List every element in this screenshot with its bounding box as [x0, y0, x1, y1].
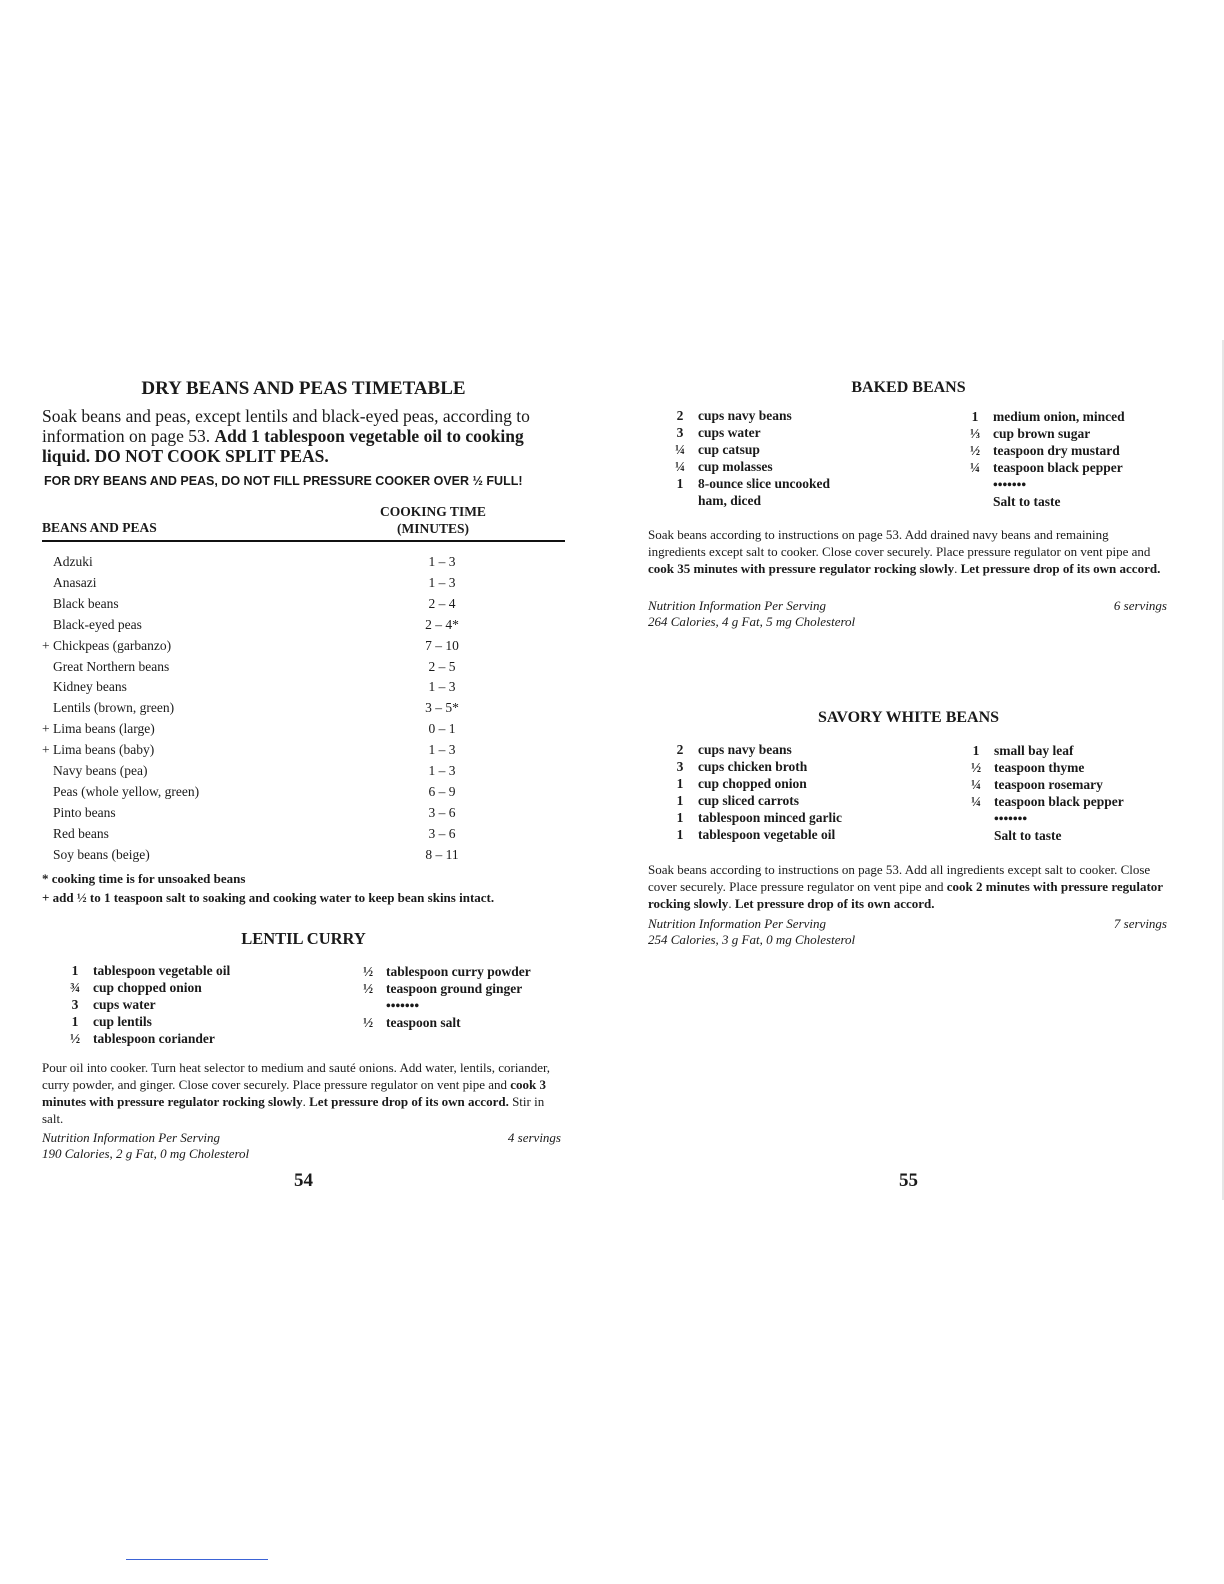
ingredient-quantity: ½: [970, 760, 982, 775]
table-row-name: Anasazi: [53, 574, 97, 590]
ingredient-text: 8-ounce slice uncooked: [698, 476, 831, 491]
ingredient-line: [965, 408, 1125, 425]
lentil-nutrition: 190 Calories, 2 g Fat, 0 mg Cholesterol: [42, 1146, 250, 1161]
ingredient-line: [358, 980, 522, 997]
ingredient-line: [965, 425, 1090, 442]
ingredient-text: cups water: [698, 425, 761, 440]
table-row-time: 3 – 5*: [425, 700, 459, 716]
baked-beans-title: BAKED BEANS: [851, 379, 966, 396]
lentil-servings: 4 servings: [507, 1130, 561, 1145]
ingredient-quantity: ¼: [969, 460, 981, 475]
table-row-time: 1 – 3: [428, 763, 456, 778]
ingredient-text: Salt to taste: [993, 494, 1061, 509]
savory-white-beans-title: SAVORY WHITE BEANS: [817, 709, 1000, 726]
table-row-time: 7 – 10: [425, 637, 459, 653]
table-row-time: 1 – 3: [428, 679, 456, 695]
ingredient-line: [966, 776, 1103, 793]
ingredient-quantity: 1: [676, 793, 684, 808]
table-row-name: Lima beans (large): [53, 721, 155, 737]
page-number-left: 54: [294, 1170, 313, 1191]
ingredient-line: [670, 475, 830, 492]
ingredient-quantity: 1: [971, 409, 979, 424]
ingredient-text: teaspoon salt: [386, 1015, 461, 1030]
ingredient-line: [670, 792, 799, 809]
table-row-name: Lima beans (baby): [53, 742, 155, 758]
ingredient-line: [670, 826, 835, 843]
column-header-beans: BEANS AND PEAS: [42, 520, 157, 535]
ingredient-text: tablespoon vegetable oil: [93, 963, 231, 978]
ingredient-line: [65, 979, 202, 996]
footnote-star: * cooking time is for unsoaked beans: [42, 871, 246, 886]
table-row-name: Adzuki: [53, 554, 93, 569]
ingredient-line: [65, 1013, 152, 1030]
ingredient-line: [670, 441, 760, 458]
savory-method: [648, 861, 1169, 912]
ingredient-text: small bay leaf: [994, 743, 1074, 758]
lentil-method-text-2: .: [302, 1094, 310, 1109]
ingredient-quantity: 1: [71, 1014, 79, 1029]
lentil-method-text-1: Pour oil into cooker. Turn heat selector to medium and sauté onions. Add water, lentils, coriander, curry powder, and ginger. Close cover securely. Place pressure regulator on vent pipe and: [42, 1060, 551, 1092]
ingredient-quantity: ⅓: [969, 426, 981, 441]
ingredient-quantity: 1: [972, 743, 980, 758]
ingredient-quantity: ½: [362, 981, 374, 996]
ingredient-text: cup molasses: [698, 459, 773, 474]
ingredient-quantity: 3: [676, 425, 684, 440]
baked-method-text-1: Soak beans according to instructions on page 53. Add drained navy beans and remaining ingredients except salt to cooker. Close cover securely. Place pressure regulator on vent pipe and: [648, 527, 1151, 559]
ingredient-quantity: 2: [676, 742, 684, 757]
ingredient-line: [670, 809, 842, 826]
ingredient-line: [965, 442, 1120, 459]
ingredient-line: [670, 492, 761, 509]
ingredient-line: [670, 775, 807, 792]
ingredient-line: [965, 493, 1061, 510]
ingredient-text: teaspoon black pepper: [993, 460, 1123, 475]
lentil-method-bold-1: cook 3 minutes with pressure regulator rocking slowly: [42, 1077, 547, 1109]
intro-plain: Soak beans and peas, except lentils and black-eyed peas, according to information on page 53.: [42, 406, 530, 446]
ingredient-line: [966, 827, 1062, 844]
ingredient-text: teaspoon thyme: [994, 760, 1085, 775]
ingredient-line: [65, 996, 156, 1013]
ingredient-text: tablespoon vegetable oil: [698, 827, 836, 842]
ingredient-quantity: ½: [69, 1031, 81, 1046]
ingredient-quantity: 1: [676, 776, 684, 791]
table-row-name: Black beans: [53, 595, 119, 611]
ingredient-text: •••••••: [386, 998, 420, 1013]
ingredient-quantity: ½: [362, 1015, 374, 1030]
lentil-curry-title: LENTIL CURRY: [241, 929, 366, 948]
table-row-time: 3 – 6: [428, 825, 456, 841]
ingredient-text: cups navy beans: [698, 408, 792, 423]
ingredient-text: cups navy beans: [698, 742, 792, 757]
ingredient-quantity: 1: [71, 963, 79, 978]
ingredient-text: •••••••: [993, 477, 1027, 492]
ingredient-text: cups water: [93, 997, 156, 1012]
page-number-right: 55: [899, 1170, 918, 1191]
ingredient-text: teaspoon dry mustard: [993, 443, 1120, 458]
ingredient-line: [358, 1014, 461, 1031]
table-row-name: Lentils (brown, green): [53, 700, 175, 716]
ingredient-quantity: 1: [676, 827, 684, 842]
table-row-time: 1 – 3: [428, 574, 456, 590]
baked-servings: 6 servings: [1113, 598, 1167, 613]
table-row-mark: +: [42, 637, 50, 653]
ingredient-line: [966, 759, 1084, 776]
ingredient-line: [965, 459, 1123, 476]
ingredient-line: [358, 963, 531, 980]
ingredient-quantity: ¼: [970, 794, 982, 809]
ingredient-text: ham, diced: [698, 493, 762, 508]
ingredient-quantity: 3: [71, 997, 79, 1012]
table-row-name: Great Northern beans: [53, 658, 170, 674]
table-row-name: Black-eyed peas: [53, 616, 142, 632]
table-row-time: 2 – 5: [428, 658, 456, 674]
fill-warning: FOR DRY BEANS AND PEAS, DO NOT FILL PRESSURE COOKER OVER ½ FULL!: [44, 474, 523, 488]
ingredient-line: [966, 810, 1027, 827]
table-row-name: Red beans: [53, 825, 109, 841]
savory-method-text-2: .: [728, 896, 735, 911]
ingredient-text: •••••••: [994, 811, 1028, 826]
baked-method-bold-2: Let pressure drop of its own accord.: [960, 561, 1161, 576]
ingredient-quantity: 1: [676, 810, 684, 825]
ingredient-quantity: 2: [676, 408, 684, 423]
column-header-time-line1: COOKING TIME: [380, 504, 486, 519]
ingredient-quantity: ¾: [69, 980, 81, 995]
baked-method-text-2: .: [954, 561, 961, 576]
savory-method-bold-2: Let pressure drop of its own accord.: [734, 896, 935, 911]
savory-servings: 7 servings: [1113, 916, 1167, 931]
ingredient-text: cup lentils: [93, 1014, 152, 1029]
table-row-time: 6 – 9: [428, 783, 456, 799]
lentil-method-text-3: Stir in salt.: [42, 1094, 545, 1126]
table-row-mark: +: [42, 742, 50, 758]
lentil-method-bold-2: Let pressure drop of its own accord.: [309, 1094, 509, 1109]
bottom-link-line: [126, 1559, 268, 1560]
baked-nutrition-label: Nutrition Information Per Serving: [648, 598, 827, 613]
ingredient-line: [65, 1030, 215, 1047]
baked-method-bold-1: cook 35 minutes with pressure regulator rocking slowly: [648, 561, 955, 576]
ingredient-text: cup sliced carrots: [698, 793, 799, 808]
timetable-intro: [42, 406, 565, 466]
ingredient-text: tablespoon curry powder: [386, 964, 531, 979]
ingredient-line: [670, 458, 773, 475]
ingredient-quantity: 1: [676, 476, 684, 491]
footnote-plus: + add ½ to 1 teaspoon salt to soaking and cooking water to keep bean skins intact.: [42, 890, 495, 905]
ingredient-text: cups chicken broth: [698, 759, 808, 774]
table-row-time: 8 – 11: [425, 846, 459, 862]
timetable-title: DRY BEANS AND PEAS TIMETABLE: [141, 378, 466, 399]
ingredient-text: cup brown sugar: [993, 426, 1091, 441]
savory-method-text-1: Soak beans according to instructions on page 53. Add all ingredients except salt to cooker. Close cover securely. Place pressure regulator on vent pipe and: [648, 862, 1151, 894]
table-row-time: 2 – 4*: [425, 616, 459, 632]
savory-method-bold-1: cook 2 minutes with pressure regulator rocking slowly: [648, 879, 1163, 911]
ingredient-quantity: ½: [362, 964, 374, 979]
ingredient-text: cup catsup: [698, 442, 760, 457]
ingredient-text: Salt to taste: [994, 828, 1062, 843]
ingredient-quantity: 3: [676, 759, 684, 774]
ingredient-quantity: ¼: [674, 442, 686, 457]
header-rule: [42, 540, 565, 542]
ingredient-line: [670, 424, 761, 441]
ingredient-line: [965, 476, 1026, 493]
table-row-time: 1 – 3: [428, 554, 456, 569]
table-row-time: 3 – 6: [428, 804, 456, 820]
ingredient-line: [670, 407, 792, 424]
ingredient-line: [966, 793, 1124, 810]
ingredient-line: [358, 997, 419, 1014]
lentil-nutrition-label: Nutrition Information Per Serving: [42, 1130, 221, 1145]
column-header-time: [368, 503, 498, 537]
ingredient-quantity: ¼: [970, 777, 982, 792]
baked-nutrition: 264 Calories, 4 g Fat, 5 mg Cholesterol: [648, 614, 856, 629]
ingredient-text: teaspoon ground ginger: [386, 981, 523, 996]
ingredient-text: tablespoon minced garlic: [698, 810, 842, 825]
ingredient-text: cup chopped onion: [93, 980, 202, 995]
ingredient-line: [966, 742, 1074, 759]
savory-nutrition: 254 Calories, 3 g Fat, 0 mg Cholesterol: [648, 932, 856, 947]
ingredient-text: medium onion, minced: [993, 409, 1125, 424]
ingredient-line: [65, 962, 230, 979]
baked-method: [648, 526, 1169, 577]
table-row-name: Chickpeas (garbanzo): [53, 637, 172, 653]
savory-nutrition-label: Nutrition Information Per Serving: [648, 916, 827, 931]
lentil-method: [42, 1059, 565, 1127]
ingredient-quantity: ¼: [674, 459, 686, 474]
table-row-name: Soy beans (beige): [53, 846, 150, 862]
table-row-time: 0 – 1: [428, 721, 456, 737]
table-row-name: Navy beans (pea): [53, 763, 148, 778]
ingredient-line: [670, 741, 792, 758]
table-row-time: 2 – 4: [428, 595, 456, 611]
table-row-name: Kidney beans: [53, 679, 127, 695]
ingredient-quantity: ½: [969, 443, 981, 458]
ingredient-line: [670, 758, 807, 775]
table-row-time: 1 – 3: [428, 742, 456, 758]
table-row-name: Peas (whole yellow, green): [53, 783, 200, 799]
intro-bold: Add 1 tablespoon vegetable oil to cooking liquid. DO NOT COOK SPLIT PEAS.: [42, 426, 524, 466]
column-header-time-line2: (MINUTES): [396, 521, 469, 536]
table-row-mark: +: [42, 721, 50, 737]
ingredient-text: tablespoon coriander: [93, 1031, 215, 1046]
ingredient-text: cup chopped onion: [698, 776, 807, 791]
ingredient-text: teaspoon rosemary: [994, 777, 1103, 792]
table-row-name: Pinto beans: [53, 804, 116, 820]
ingredient-text: teaspoon black pepper: [994, 794, 1124, 809]
